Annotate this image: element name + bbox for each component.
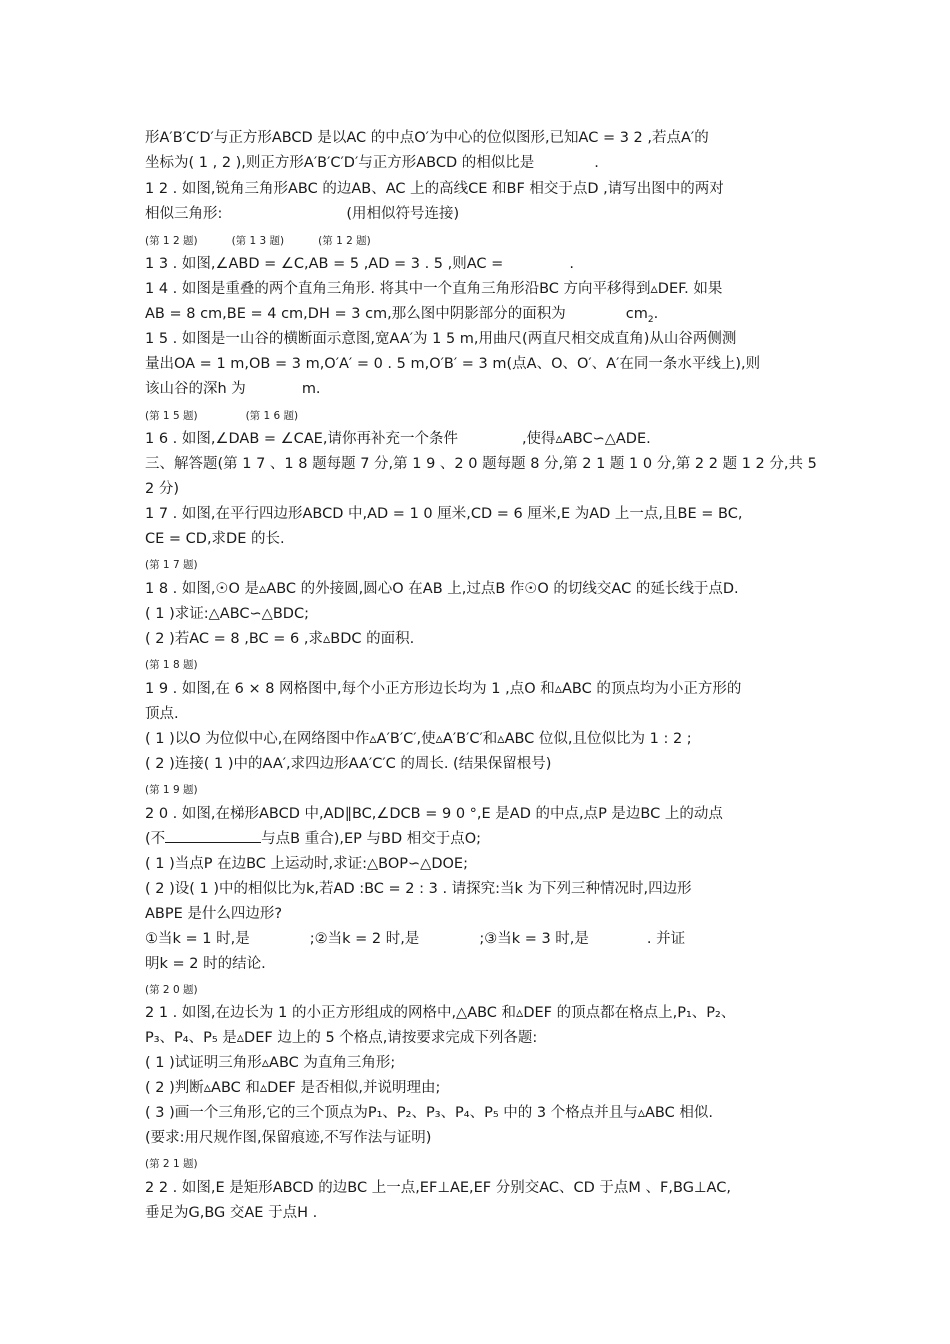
answer-blank: [165, 830, 261, 843]
section-heading: 三、解答题(第 1 7 、1 8 题每题 7 分,第 1 9 、2 0 题每题 8 分,第 2 1 题 1 0 分,第 2 2 题 1 2 分,共 5: [145, 456, 817, 472]
text-line: (不 与点B 重合),EP 与BD 相交于点O;: [145, 831, 482, 847]
figure-caption: (第 2 0 题): [145, 984, 198, 996]
question-22: 2 2 . 如图,E 是矩形ABCD 的边BC 上一点,EF⊥AE,EF 分别交AC、CD 于点M 、F,BG⊥AC,: [145, 1180, 731, 1196]
text-line: ( 1 )求证:△ABC∽△BDC;: [145, 606, 309, 622]
question-21: 2 1 . 如图,在边长为 1 的小正方形组成的网格中,△ABC 和▵DEF 的顶点都在格点上,P₁、P₂、: [145, 1005, 736, 1021]
text-line: ( 1 )试证明三角形▵ABC 为直角三角形;: [145, 1055, 396, 1071]
question-16: 1 6 . 如图,∠DAB = ∠CAE,请你再补充一个条件 ,使得▵ABC∽△ADE.: [145, 431, 651, 447]
text-line: 明k = 2 时的结论.: [145, 956, 266, 972]
question-18: 1 8 . 如图,☉O 是▵ABC 的外接圆,圆心O 在AB 上,过点B 作☉O 的切线交AC 的延长线于点D.: [145, 581, 739, 597]
text-line: 顶点.: [145, 706, 179, 722]
question-13: 1 3 . 如图,∠ABD = ∠C,AB = 5 ,AD = 3 . 5 ,则AC = .: [145, 256, 574, 272]
figure-caption: (第 2 1 题): [145, 1158, 198, 1170]
question-17: 1 7 . 如图,在平行四边形ABCD 中,AD = 1 0 厘米,CD = 6 厘米,E 为AD 上一点,且BE = BC,: [145, 506, 743, 522]
text-line: ( 2 )判断▵ABC 和▵DEF 是否相似,并说明理由;: [145, 1080, 441, 1096]
text-line: CE = CD,求DE 的长.: [145, 531, 285, 547]
text-line: ( 2 )若AC = 8 ,BC = 6 ,求▵BDC 的面积.: [145, 631, 415, 647]
figure-caption: (第 1 7 题): [145, 559, 198, 571]
text-line: 量出OA = 1 m,OB = 3 m,O′A′ = 0 . 5 m,O′B′ = 3 m(点A、O、O′、A′在同一条水平线上),则: [145, 356, 761, 372]
text-line: 相似三角形: (用相似符号连接): [145, 206, 460, 222]
question-14: 1 4 . 如图是重叠的两个直角三角形. 将其中一个直角三角形沿BC 方向平移得到▵DEF. 如果: [145, 281, 723, 297]
text-line: ( 1 )以O 为位似中心,在网络图中作▵A′B′C′,使▵A′B′C′和▵ABC 位似,且位似比为 1 : 2 ;: [145, 731, 692, 747]
text-line: 2 分): [145, 481, 179, 497]
text-line: P₃、P₄、P₅ 是▵DEF 边上的 5 个格点,请按要求完成下列各题:: [145, 1030, 538, 1046]
text-line: 垂足为G,BG 交AE 于点H .: [145, 1205, 318, 1221]
text-line: AB = 8 cm,BE = 4 cm,DH = 3 cm,那么图中阴影部分的面积为 $cm_2$.: [145, 306, 659, 325]
text-line: ( 2 )设( 1 )中的相似比为k,若AD :BC = 2 : 3 . 请探究:当k 为下列三种情况时,四边形: [145, 881, 692, 897]
text-line: ( 3 )画一个三角形,它的三个顶点为P₁、P₂、P₃、P₄、P₅ 中的 3 个格点并且与▵ABC 相似.: [145, 1105, 713, 1121]
text-line: 坐标为( 1 , 2 ),则正方形A′B′C′D′与正方形ABCD 的相似比是 .: [145, 155, 599, 171]
figure-caption: (第 1 5 题) (第 1 6 题): [145, 410, 299, 422]
text-line: ABPE 是什么四边形?: [145, 906, 283, 922]
text-line: ( 1 )当点P 在边BC 上运动时,求证:△BOP∽△DOE;: [145, 856, 468, 872]
text-line: 形A′B′C′D′与正方形ABCD 是以AC 的中点O′为中心的位似图形,已知AC = 3 2 ,若点A′的: [145, 130, 709, 146]
question-15: 1 5 . 如图是一山谷的横断面示意图,宽AA′为 1 5 m,用曲尺(两直尺相交成直角)从山谷两侧测: [145, 331, 737, 347]
figure-caption: (第 1 2 题) (第 1 3 题) (第 1 2 题): [145, 235, 371, 247]
figure-caption: (第 1 8 题): [145, 659, 198, 671]
question-12: 1 2 . 如图,锐角三角形ABC 的边AB、AC 上的高线CE 和BF 相交于点D ,请写出图中的两对: [145, 181, 724, 197]
figure-caption: (第 1 9 题): [145, 784, 198, 796]
question-19: 1 9 . 如图,在 6 × 8 网格图中,每个小正方形边长均为 1 ,点O 和▵ABC 的顶点均为小正方形的: [145, 681, 742, 697]
text-line: 该山谷的深h 为 m.: [145, 381, 321, 397]
question-20: 2 0 . 如图,在梯形ABCD 中,AD∥BC,∠DCB = 9 0 °,E 是AD 的中点,点P 是边BC 上的动点: [145, 806, 723, 822]
text-line: ①当k = 1 时,是 ;②当k = 2 时,是 ;③当k = 3 时,是 . 并证: [145, 931, 686, 947]
text-line: (要求:用尺规作图,保留痕迹,不写作法与证明): [145, 1130, 432, 1146]
text-line: ( 2 )连接( 1 )中的AA′,求四边形AA′C′C 的周长. (结果保留根号): [145, 756, 552, 772]
